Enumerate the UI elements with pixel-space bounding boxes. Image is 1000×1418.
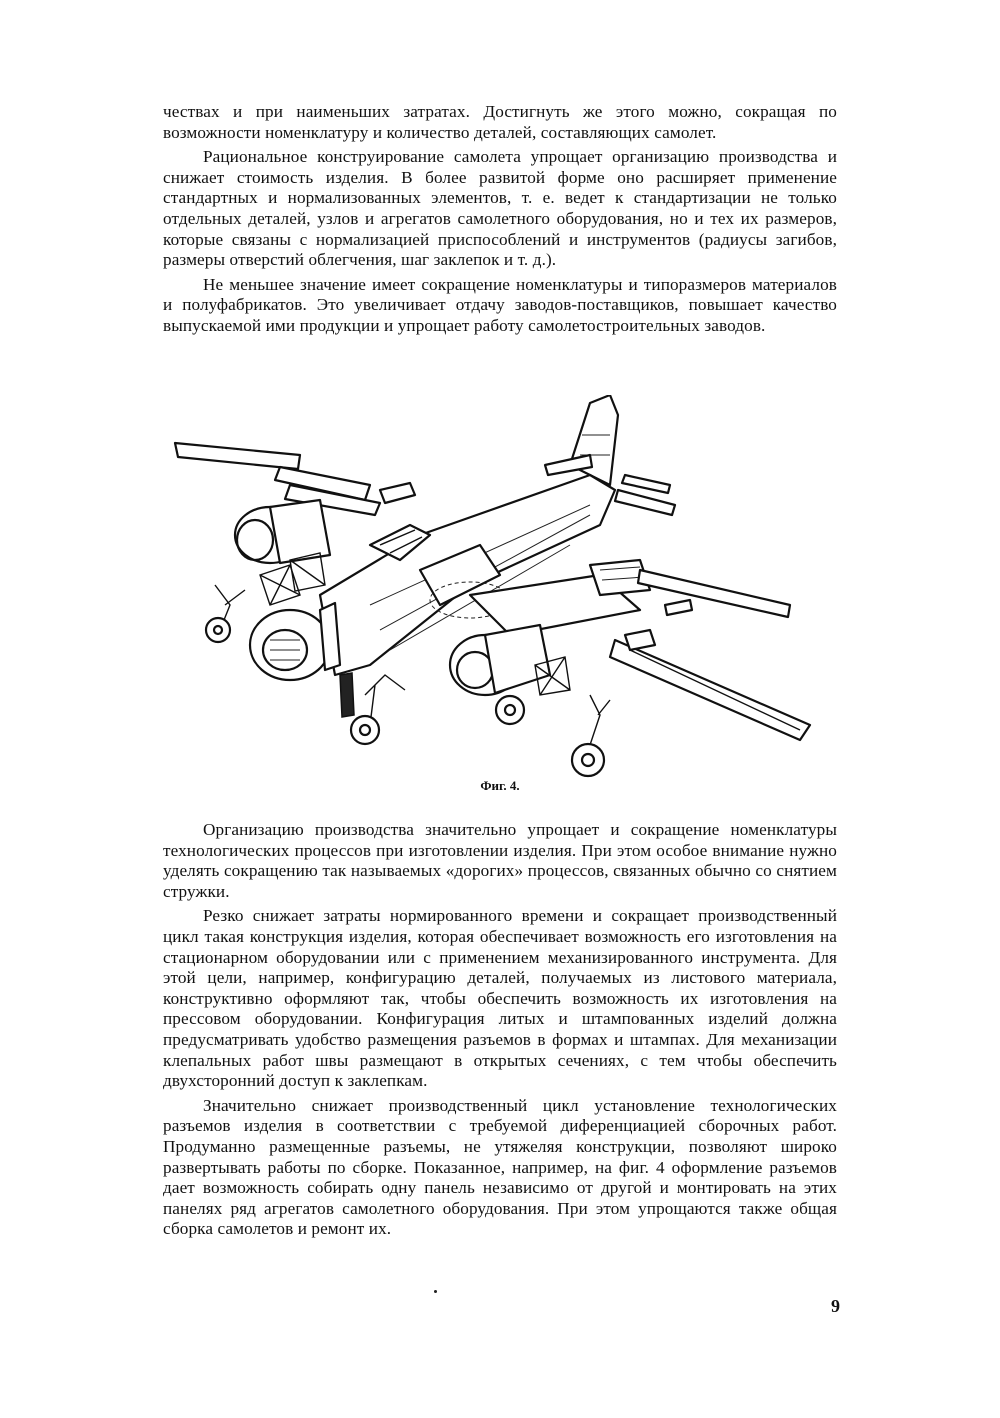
print-speck xyxy=(434,1290,437,1293)
figure-caption: Фиг. 4. xyxy=(480,778,520,793)
paragraph-joints: Значительно снижает производственный цикл установление технологических разъемов изделия в соответствии с требуемой диференциацией сборочных работ. Продуманно размещенные разъемы, не утяжеляя конструкции, позволяют широко развертывать работы по сборке. Показанное, например, на фиг. 4 оформление разъемов дает возможность собирать одну панель независимо от другой и монтировать на этих панелях ряд агрегатов самолетного оборудования. При этом упрощаются также общая сборка самолетов и ремонт их. xyxy=(163,1095,837,1239)
exploded-aircraft-drawing-icon xyxy=(170,395,830,785)
paragraph-materials: Не меньшее значение имеет сокращение номенклатуры и типоразмеров материалов и полуфабрикатов. Это увеличивает отдачу заводов-поставщиков, повышает качество выпускаемой ими продукции и упрощает работу самолетостроительных заводов. xyxy=(163,274,837,335)
top-text-block xyxy=(163,102,837,337)
paragraph-continued: чествах и при наименьших затратах. Достигнуть же этого можно, сокращая по возможности номенклатуру и количество деталей, составляющих самолет. xyxy=(163,102,837,142)
page-number: 9 xyxy=(831,1296,840,1316)
paragraph-processes: Организацию производства значительно упрощает и сокращение номенклатуры технологических процессов при изготовлении изделия. При этом особое внимание нужно уделять сокращению так называемых «дорогих» процессов, связанных обычно со снятием стружки. xyxy=(163,820,837,901)
paragraph-rational-design: Рациональное конструирование самолета упрощает организацию производства и снижает стоимость изделия. В более развитой форме оно расширяет применение стандартных и нормализованных элементов, т. е. ведет к стандартизации не только отдельных деталей, узлов и агрегатов самолетного оборудования, но и тех их размеров, которые связаны с нормализацией приспособлений и инструментов (радиусы загибов, размеры отверстий облегчения, шаг заклепок и т. д.). xyxy=(163,147,837,270)
paragraph-equipment: Резко снижает затраты нормированного времени и сокращает производственный цикл такая конструкция изделия, которая обеспечивает возможность его изготовления на стационарном оборудовании или с применением механизированного инструмента. Для этой цели, например, конфигурацию деталей, получаемых из листового материала, конструктивно оформляют так, чтобы обеспечить возможность их изготовления на прессовом оборудовании. Конфигурация литых и штампованных изделий должна предусматривать удобство размещения разъемов в формах и штампах. Для механизации клепальных работ швы размещают в открытых сечениях, с тем чтобы обеспечить двухсторонний доступ к заклепкам. xyxy=(163,906,837,1091)
bottom-text-block xyxy=(163,820,837,1240)
